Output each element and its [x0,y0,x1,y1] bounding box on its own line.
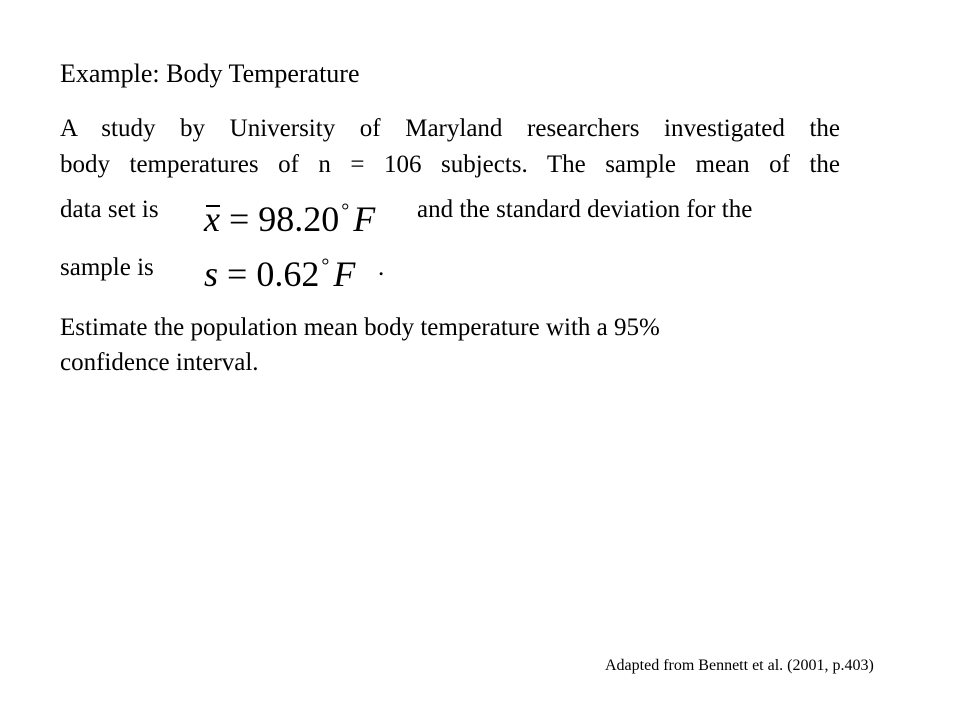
degree-symbol: ° [341,200,350,222]
paragraph2-line2: confidence interval. [60,349,259,376]
xbar-symbol: x [204,199,220,239]
paragraph1-line2: body temperatures of n = 106 subjects. The sample mean of the [60,151,840,178]
paragraph1-line3-end: and the standard deviation for the [417,196,753,223]
degree-symbol: ° [321,255,330,277]
equals-sign: = [228,199,250,239]
sd-value: 0.62 [256,254,320,294]
unit-symbol: F [333,254,356,294]
paragraph2-line1: Estimate the population mean body temperature with a 95% [60,314,660,341]
unit-symbol: F [353,199,376,239]
slide-title: Example: Body Temperature [60,59,360,88]
citation: Adapted from Bennett et al. (2001, p.403) [605,657,874,674]
s-symbol: s [204,254,219,294]
sample-mean-formula [204,191,375,239]
paragraph1-line4-start: sample is [60,254,154,281]
mean-value: 98.20 [258,199,340,239]
standard-deviation-formula [204,246,355,294]
paragraph1-line4-end: . [378,254,385,281]
paragraph1-line3-start: data set is [60,196,159,223]
equals-sign: = [227,254,248,294]
paragraph1-line1: A study by University of Maryland researchers investigated the [60,115,840,142]
